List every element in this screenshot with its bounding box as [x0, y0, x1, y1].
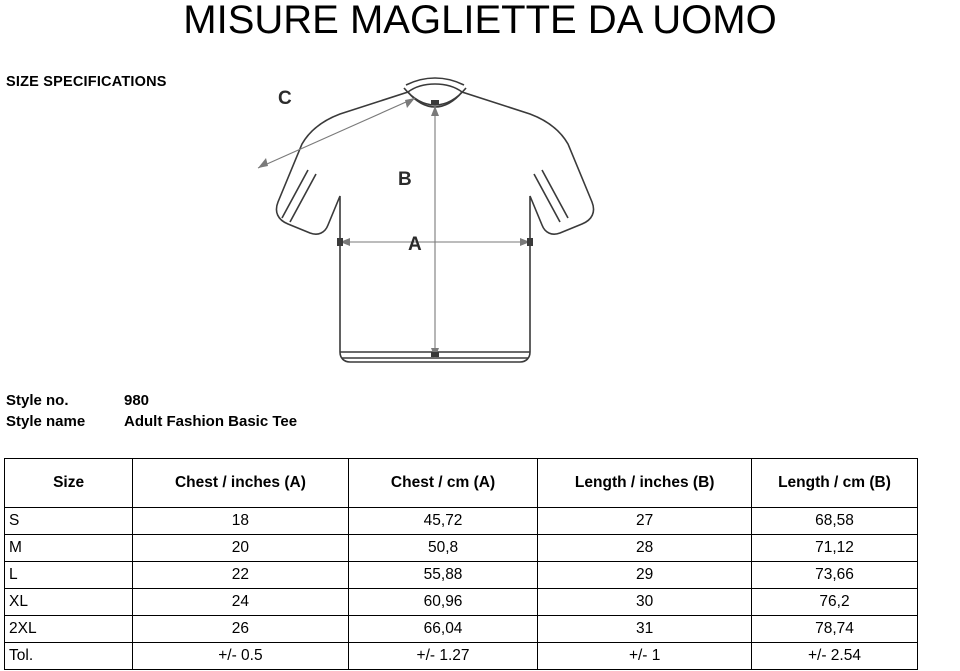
cell-chest-inches: 24: [133, 589, 349, 616]
page-title: MISURE MAGLIETTE DA UOMO: [183, 0, 777, 42]
cell-length-cm: 71,12: [751, 535, 917, 562]
size-table: [4, 458, 918, 670]
style-name-value: Adult Fashion Basic Tee: [124, 413, 298, 430]
cell-size: 2XL: [5, 616, 133, 643]
cell-chest-inches: +/- 0.5: [133, 643, 349, 670]
cell-size: M: [5, 535, 133, 562]
style-no-row: [6, 392, 606, 409]
style-no-value: 980: [124, 392, 150, 409]
cell-size: S: [5, 508, 133, 535]
table-row: [5, 562, 918, 589]
column-header-length-inches: Length / inches (B): [538, 459, 752, 508]
cell-length-cm: 68,58: [751, 508, 917, 535]
cell-chest-inches: 20: [133, 535, 349, 562]
size-specifications-label: SIZE SPECIFICATIONS: [6, 74, 167, 90]
style-no-label: Style no.: [6, 392, 69, 409]
cell-length-inches: +/- 1: [538, 643, 752, 670]
cell-length-cm: 73,66: [751, 562, 917, 589]
cell-length-cm: +/- 2.54: [751, 643, 917, 670]
style-name-row: [6, 413, 606, 430]
cell-chest-cm: 55,88: [348, 562, 538, 589]
cell-length-inches: 31: [538, 616, 752, 643]
cell-length-inches: 28: [538, 535, 752, 562]
cell-chest-inches: 26: [133, 616, 349, 643]
cell-chest-cm: 60,96: [348, 589, 538, 616]
column-header-chest-cm: Chest / cm (A): [348, 459, 538, 508]
column-header-length-cm: Length / cm (B): [751, 459, 917, 508]
cell-chest-inches: 18: [133, 508, 349, 535]
column-header-chest-inches: Chest / inches (A): [133, 459, 349, 508]
table-row: [5, 535, 918, 562]
cell-chest-cm: +/- 1.27: [348, 643, 538, 670]
cell-size: XL: [5, 589, 133, 616]
cell-chest-cm: 50,8: [348, 535, 538, 562]
measure-label-c: C: [278, 88, 292, 109]
cell-length-cm: 76,2: [751, 589, 917, 616]
cell-length-inches: 29: [538, 562, 752, 589]
column-header-size: Size: [5, 459, 133, 508]
cell-size: Tol.: [5, 643, 133, 670]
table-header-row: [5, 459, 918, 508]
cell-length-inches: 27: [538, 508, 752, 535]
style-info: [6, 392, 606, 434]
table-row: [5, 589, 918, 616]
style-name-label: Style name: [6, 413, 86, 430]
cell-length-inches: 30: [538, 589, 752, 616]
cell-size: L: [5, 562, 133, 589]
table-row: [5, 508, 918, 535]
cell-chest-cm: 45,72: [348, 508, 538, 535]
measure-label-b: B: [398, 169, 412, 190]
table-row: [5, 643, 918, 670]
tshirt-diagram: [230, 70, 620, 380]
measure-label-a: A: [408, 234, 422, 255]
cell-length-cm: 78,74: [751, 616, 917, 643]
table-row: [5, 616, 918, 643]
cell-chest-inches: 22: [133, 562, 349, 589]
cell-chest-cm: 66,04: [348, 616, 538, 643]
